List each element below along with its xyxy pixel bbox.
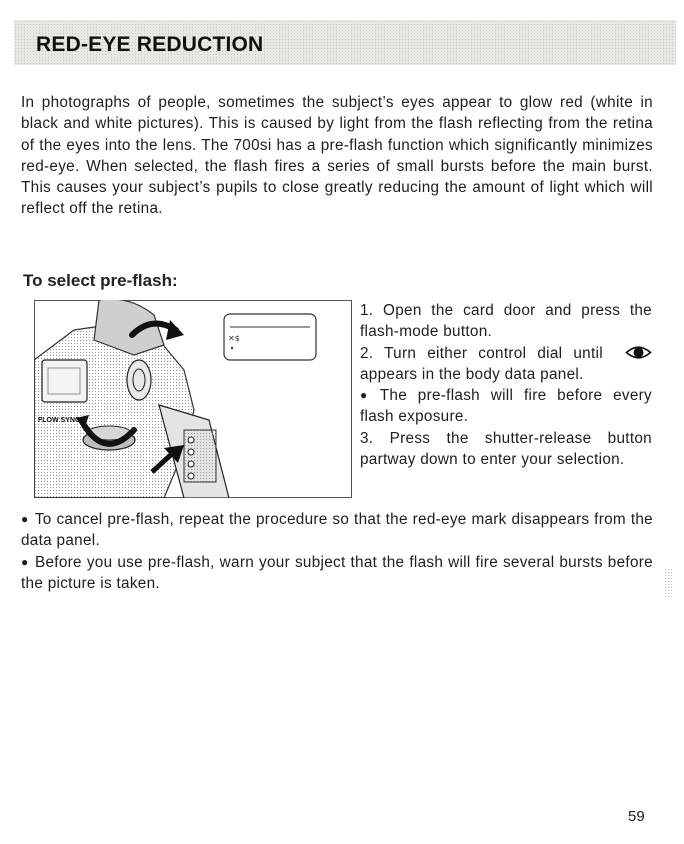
page-title: RED-EYE REDUCTION: [36, 33, 264, 56]
data-panel-mark: ✕$: [228, 334, 240, 343]
bullet-icon: ●: [360, 388, 374, 403]
red-eye-icon: [625, 344, 652, 361]
camera-illustration: [34, 300, 352, 498]
page-number: 59: [628, 808, 645, 825]
step-2: [360, 343, 652, 386]
bullet-icon: ●: [21, 512, 29, 526]
note-1-text: To cancel pre-flash, repeat the procedure so that the red-eye mark disappears from the data panel.: [21, 511, 653, 550]
bullet-icon: ●: [21, 554, 29, 569]
section-heading: To select pre-flash:: [23, 271, 178, 290]
step-2-text: 2. Turn either control dial until: [360, 344, 603, 362]
step-3: 3. Press the shutter-release button partway down to enter your selection.: [360, 429, 652, 469]
step-2-text-cont: appears in the body data panel.: [360, 365, 584, 383]
step-note-text: The pre-flash will fire before every flash exposure.: [360, 387, 652, 426]
steps-list: [360, 300, 652, 470]
note-2-text: Before you use pre-flash, warn your subject that the flash will fire several bursts before the picture is taken.: [21, 553, 653, 592]
notes-list: [21, 509, 653, 594]
step-1: 1. Open the card door and press the flash-mode button.: [360, 302, 652, 341]
margin-stipple: [664, 568, 674, 598]
intro-paragraph: In photographs of people, sometimes the subject’s eyes appear to glow red (white in black and white pictures). This is caused by light from the flash reflecting from the retina of the eyes into the lens. The 700si has a pre-flash function which significantly minimizes red-eye. When selected, the flash fires a series of small bursts before the main burst. This causes your subject’s pupils to close greatly reducing the amount of light which will reflect off the retina.: [21, 94, 653, 218]
note-2: [21, 552, 653, 595]
title-banner: [14, 20, 676, 65]
camera-model-label: FLOW SYNC: [38, 417, 80, 424]
note-1: [21, 509, 653, 552]
step-note: [360, 385, 652, 428]
